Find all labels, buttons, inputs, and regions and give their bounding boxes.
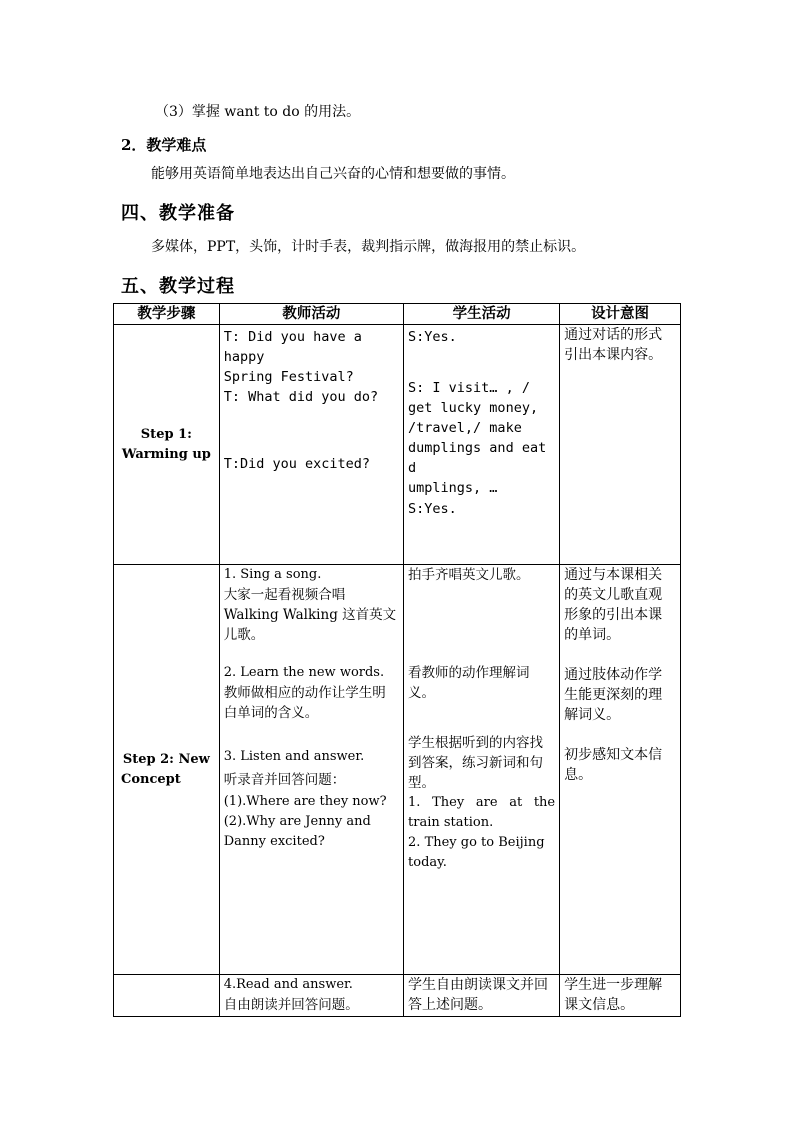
step2-intent-sing: 通过与本课相关的英文儿歌直观形象的引出本课的单词。 <box>564 567 663 643</box>
process-heading: 五、教学过程 <box>121 276 235 297</box>
step1-student-line: S:Yes. <box>408 329 457 345</box>
step1-teacher-line: Spring Festival? <box>223 369 354 385</box>
table-row-step2 <box>114 565 681 975</box>
step2-teacher-question-2: (2).Why are Jenny and Danny excited? <box>223 814 371 849</box>
step2-teacher-question-1: (1).Where are they now? <box>223 794 387 809</box>
step2-teacher-words-text: 教师做相应的动作让学生明白单词的含义。 <box>223 685 386 721</box>
step3-teacher <box>219 975 403 1017</box>
step1-student-line: umplings, … <box>408 480 498 496</box>
step1-teacher <box>219 325 403 565</box>
step1-student-line: S: I visit… , / <box>408 380 530 396</box>
step1-name-line2: Warming up <box>121 446 211 462</box>
step2-student-listen: 学生根据听到的内容找到答案，练习新词和句型。 <box>408 735 544 791</box>
step2-teacher-sing-text: 大家一起看视频合唱 Walking Walking 这首英文儿歌。 <box>223 587 397 643</box>
step1-student-line: S:Yes. <box>408 501 457 517</box>
step1-student-line: /travel,/ make <box>408 420 522 436</box>
step1-name-line1: Step 1: <box>140 426 192 442</box>
step2-teacher-sing-title: 1. Sing a song. <box>223 567 322 582</box>
difficulty-heading: 2．教学难点 <box>121 136 207 154</box>
step2-student-answer-1: 1. They are at the train station. <box>408 795 556 830</box>
step1-student <box>404 325 560 565</box>
step2-teacher <box>219 565 403 975</box>
step1-teacher-line: T:Did you excited? <box>223 456 371 472</box>
step1-student-line: dumplings and eat d <box>408 440 547 476</box>
preparation-heading: 四、教学准备 <box>121 203 235 224</box>
header-step: 教学步骤 <box>114 304 220 325</box>
step2-intent-listen: 初步感知文本信息。 <box>564 747 663 783</box>
step3-student: 学生自由朗读课文并回答上述问题。 <box>404 975 560 1017</box>
step2-name <box>114 565 220 975</box>
step3-intent: 学生进一步理解课文信息。 <box>560 975 681 1017</box>
table-row-step1 <box>114 325 681 565</box>
step2-name-line1: Step 2: New <box>122 751 210 767</box>
step1-teacher-line: T: Did you have a happy <box>223 329 362 365</box>
header-teacher: 教师活动 <box>219 304 403 325</box>
table-row-step3 <box>114 975 681 1017</box>
step2-teacher-listen-title: 3. Listen and answer. <box>223 749 365 764</box>
step3-teacher-text: 自由朗读并回答问题。 <box>223 997 359 1013</box>
table-header-row <box>114 304 681 325</box>
step2-student-answer-2: 2. They go to Beijing today. <box>408 835 545 870</box>
step3-name <box>114 975 220 1017</box>
step2-teacher-listen-text: 听录音并回答问题： <box>223 772 346 788</box>
difficulty-text: 能够用英语简单地表达出自己兴奋的心情和想要做的事情。 <box>151 166 515 182</box>
step2-teacher-words-title: 2. Learn the new words. <box>223 665 385 680</box>
step2-name-line2: Concept <box>121 771 181 787</box>
step2-student <box>404 565 560 975</box>
teaching-process-table <box>113 303 681 1017</box>
step2-student-sing: 拍手齐唱英文儿歌。 <box>408 567 530 583</box>
step1-teacher-line: T: What did you do? <box>223 389 379 405</box>
header-student: 学生活动 <box>404 304 560 325</box>
step2-intent <box>560 565 681 975</box>
step2-intent-words: 通过肢体动作学生能更深刻的理解词义。 <box>564 667 663 723</box>
objective-item-3: （3）掌握 want to do 的用法。 <box>155 104 361 120</box>
step1-intent: 通过对话的形式引出本课内容。 <box>560 325 681 565</box>
step1-student-line: get lucky money, <box>408 400 539 416</box>
header-intent: 设计意图 <box>560 304 681 325</box>
step2-student-words: 看教师的动作理解词义。 <box>408 665 530 701</box>
step3-teacher-title: 4.Read and answer. <box>223 977 353 992</box>
preparation-text: 多媒体，PPT，头饰，计时手表，裁判指示牌，做海报用的禁止标识。 <box>151 239 586 255</box>
step1-name <box>114 325 220 565</box>
